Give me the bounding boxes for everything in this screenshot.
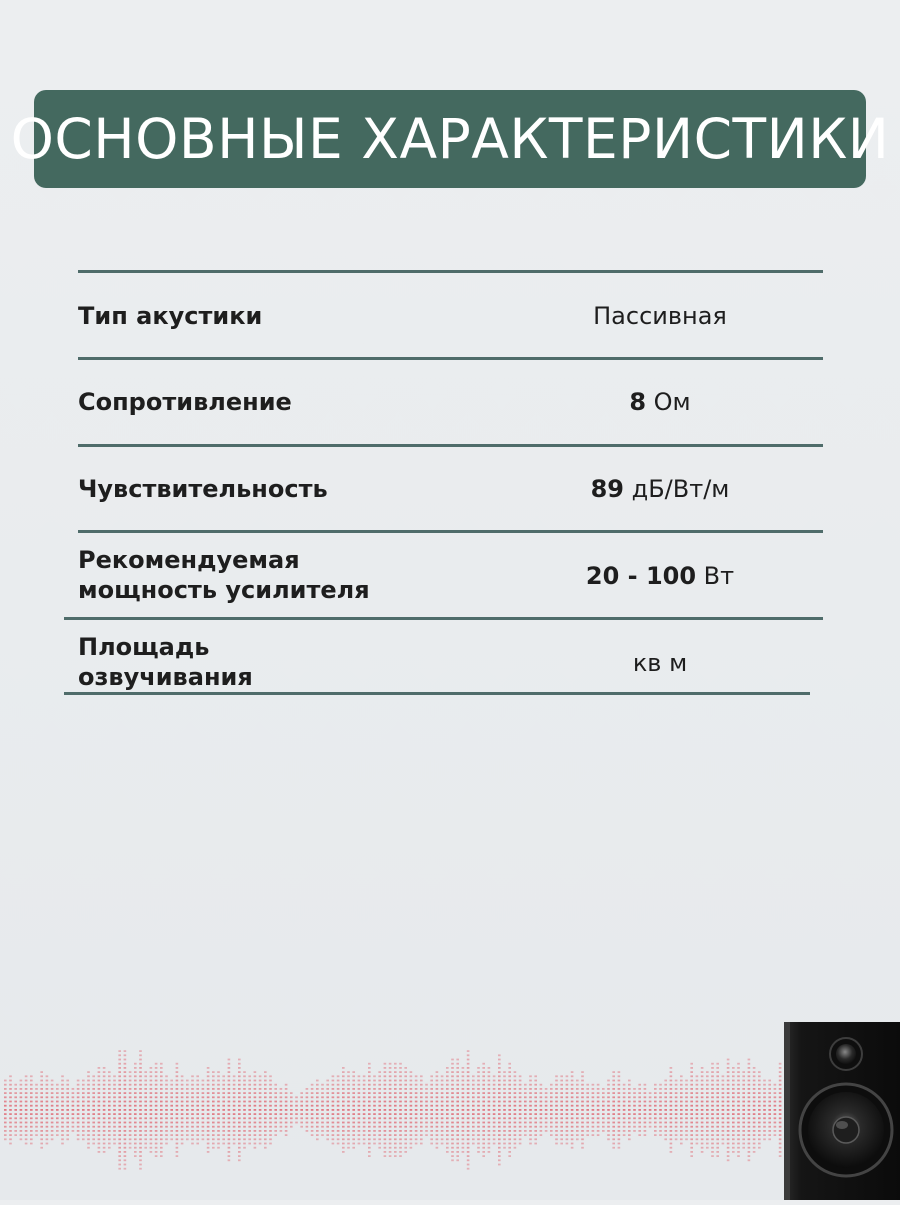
page-title: ОСНОВНЫЕ ХАРАКТЕРИСТИКИ — [10, 107, 890, 171]
sound-wave-icon — [0, 1040, 790, 1180]
spec-label: Тип акустики — [78, 302, 263, 330]
divider — [78, 530, 823, 533]
spec-value: 8 Ом — [629, 388, 691, 416]
spec-label: Площадь озвучивания — [78, 633, 253, 691]
spec-value: 89 дБ/Вт/м — [590, 475, 730, 503]
spec-value: 20 - 100 Вт — [585, 562, 735, 590]
spec-label: Рекомендуемая мощность усилителя — [78, 546, 370, 604]
divider — [78, 270, 823, 273]
spec-label: Сопротивление — [78, 388, 292, 416]
divider — [64, 692, 810, 695]
title-banner — [10, 90, 890, 188]
spec-value: Пассивная — [593, 302, 727, 330]
divider — [64, 617, 823, 620]
speaker-icon — [784, 1022, 900, 1205]
divider — [78, 357, 823, 360]
divider — [78, 444, 823, 447]
spec-value: кв м — [632, 649, 688, 677]
spec-label: Чувствительность — [78, 475, 328, 503]
